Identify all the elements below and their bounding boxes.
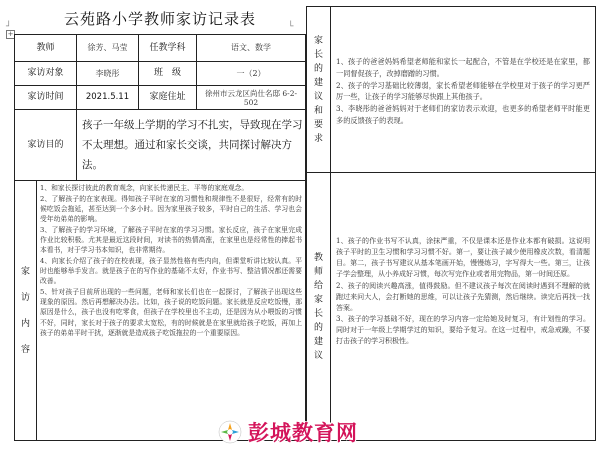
teacher-label: 教师 (36, 42, 55, 53)
parent-suggestion-paragraph: 1、孩子的爸爸妈妈希望老师能和家长一起配合，不管是在学校还是在家里，都一同督促孩子，改掉磨蹭的习惯。 (336, 57, 590, 78)
visit-content-paragraph: 1、和家长探讨彼此的教育观念，向家长传递民主、平等的家庭观念。 (40, 184, 249, 192)
purpose-text: 孩子一年级上学期的学习不扎实，导致现在学习不太理想。通过和家长交谈，共同探讨解决方法。 (82, 119, 303, 171)
site-watermark (218, 417, 428, 447)
parent-suggestions-label-cell (307, 7, 330, 172)
address-label: 家庭住址 (149, 92, 186, 102)
teacher-suggestions-label: 教师给家长的建议 (313, 252, 323, 361)
teacher-suggestions-text (336, 236, 590, 416)
teacher-value: 徐芳、马莹 (87, 43, 128, 52)
subject-value: 语文、数学 (231, 43, 271, 52)
page-title: 云苑路小学教师家访记录表 (63, 10, 256, 28)
corner-mark-left: ┘ (6, 22, 12, 32)
teacher-suggestion-paragraph: 1、孩子的作业书写不认真，涂抹严重，不仅是课本还是作业本都有破损。这说明孩子平时的卫生习惯和学习习惯不好。第一，要让孩子减少使用橡皮次数，看清题目。第二，孩子书写建议从基本笔画开始，慢慢练习，字写得大一些。第三，让孩子学会整理，从小养成好习惯，每次写完作业或者用完物品，第一时间还原。 (336, 237, 590, 278)
table-anchor-icon[interactable]: + (7, 30, 14, 38)
purpose-label: 家访目的 (27, 139, 64, 150)
visit-content-label-cell (15, 181, 36, 440)
parent-suggestions-label: 家长的建议和要求 (313, 35, 323, 144)
visit-time-value: 2021.5.11 (85, 92, 130, 102)
parent-suggestion-paragraph: 2、孩子的学习基础比较薄弱，家长希望老师能够在学校里对于孩子的学习更严厉一些，让孩子的学习能够尽快跟上其他孩子。 (336, 80, 590, 101)
site-logo-icon (218, 420, 242, 444)
parent-suggestion-paragraph: 3、李晓彤的爸爸妈妈对于老师们的家访表示欢迎，也更多的希望老师平时能更多的反馈孩子的表现。 (336, 104, 590, 125)
class-value: 一（2） (236, 68, 266, 78)
visit-content-label: 家访内容 (20, 266, 30, 355)
address-value: 徐州市云龙区尚仕名邸 6-2-502 (205, 88, 297, 107)
teacher-suggestions-label-cell (307, 173, 330, 440)
teacher-suggestion-paragraph: 3、孩子的学习基础不好，现在的学习内容一定给她及时复习，有计划性的学习。同时对于一年级上学期学过的知识，要给予复习。在这一过程中，戒急戒躁，不要打击孩子的学习积极性。 (336, 315, 590, 345)
visit-content-paragraph: 5、针对孩子目前所出现的一些问题，老师和家长们也在一起探讨，了解孩子出现这些现象的原因。然后再想解决办法。比如，孩子说的吃饭问题。家长就是反应吃饭慢，那原因是什么，孩子也没有吃零食，但孩子在学校里也不主动，还是因为从小喂饭的习惯不好，同时，家长对于孩子的要求太宽松，有的时候就是在家里就给孩子吃饭，再加上孩子的弟弟平时干扰，逐渐就是造成孩子吃饭拖拉的一个重要原因。 (40, 288, 302, 337)
visit-content-paragraph: 3、了解孩子的学习环境，了解孩子平时在家的学习习惯。家长反应，孩子在家里完成作业比较积极。尤其是最近这段时间，对读书的热情高涨，在家里也是经常性的捧起书本看书，对于学习书本知识，也非常期待。 (40, 225, 302, 255)
corner-mark-right: └ (288, 22, 294, 32)
visit-content-paragraph: 4、向家长介绍了孩子的在校表现，孩子显然性格有些内向，但课堂听讲比较认真。平时也能够举手发言。就是孩子在的写作业的基础不太好，作业书写、整洁情况都还需要改善。 (40, 256, 302, 286)
visit-content-paragraph: 2、了解孩子的在家表现。得知孩子平时在家的习惯性和规律性不是很好，经常有的时候吃饭会拖延，甚至达到一个多小时。因为家里孩子较多，平时自己的生活、学习也会受年幼弟弟的影响。 (40, 194, 302, 224)
visit-target-value: 李晓彤 (95, 68, 120, 78)
subject-label: 任教学科 (149, 42, 186, 53)
visit-time-label: 家访时间 (27, 92, 64, 102)
class-label: 班 级 (153, 68, 181, 78)
watermark-text: 彭城教育网 (248, 421, 358, 445)
visit-target-label: 家访对象 (27, 68, 64, 78)
teacher-suggestion-paragraph: 2、孩子的阅读兴趣高涨，值得鼓励。但不建议孩子每次在阅读时遇到不理解的就跑过来问大人，会打断她的思维，可以让孩子先猜测，然后继续。读完后再找一找答案。 (336, 281, 590, 312)
parent-suggestions-text (336, 56, 590, 168)
visit-content-text (40, 183, 302, 438)
